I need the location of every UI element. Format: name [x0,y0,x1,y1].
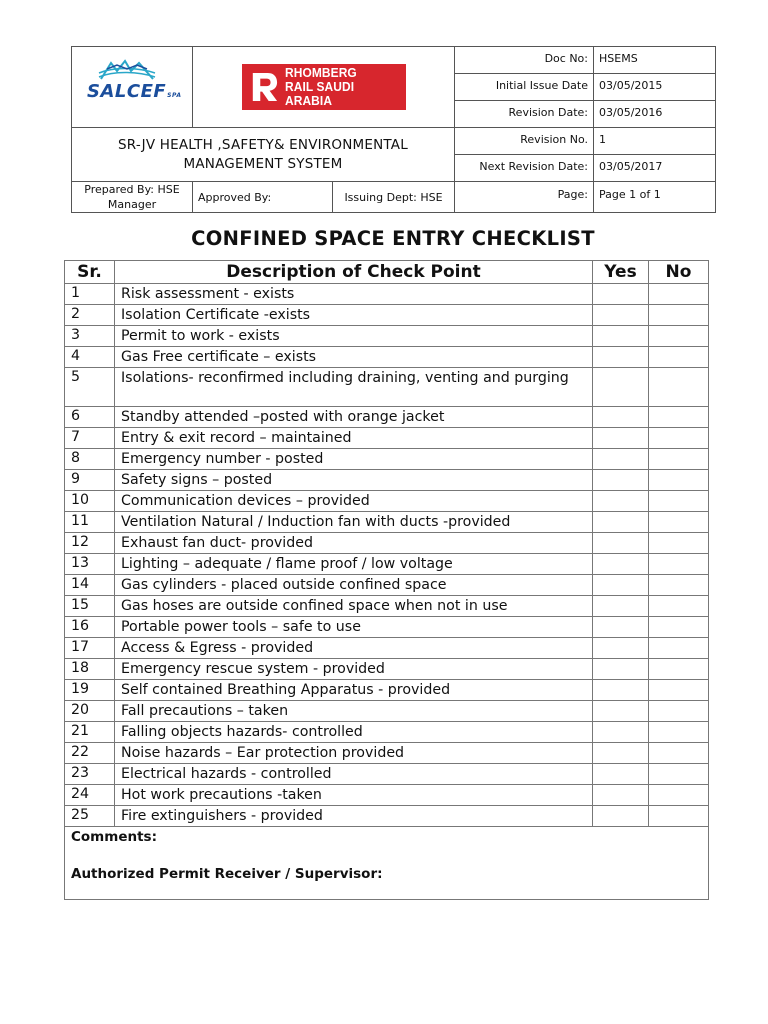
no-cell[interactable] [649,305,709,326]
next-revision-label: Next Revision Date: [455,155,594,182]
row-number: 24 [65,785,115,806]
permit-receiver-label: Authorized Permit Receiver / Supervisor: [71,866,383,882]
footer-cell [65,827,709,900]
row-number: 16 [65,617,115,638]
yes-cell[interactable] [593,659,649,680]
no-cell[interactable] [649,617,709,638]
approved-by: Approved By: [193,182,333,213]
page-title: CONFINED SPACE ENTRY CHECKLIST [191,227,595,250]
check-point-description: Gas cylinders - placed outside confined space [115,575,593,596]
comments-label: Comments: [71,829,157,845]
yes-cell[interactable] [593,617,649,638]
table-row [65,305,709,326]
system-title: SR-JV HEALTH ,SAFETY& ENVIRONMENTAL MANAGEMENT SYSTEM [72,128,455,182]
yes-cell[interactable] [593,596,649,617]
rhomberg-line2: RAIL SAUDI ARABIA [284,79,354,108]
no-cell[interactable] [649,596,709,617]
row-number: 4 [65,347,115,368]
yes-cell[interactable] [593,722,649,743]
row-number: 10 [65,491,115,512]
row-number: 23 [65,764,115,785]
rhomberg-logo-cell [193,47,455,128]
doc-no-label: Doc No: [455,47,594,74]
row-number: 12 [65,533,115,554]
table-row [65,284,709,305]
revision-no-label: Revision No. [455,128,594,155]
no-cell[interactable] [649,785,709,806]
no-cell[interactable] [649,428,709,449]
document-header [71,46,716,213]
salcef-logo [77,47,187,127]
page-label: Page: [455,182,594,213]
yes-cell[interactable] [593,785,649,806]
table-row [65,512,709,533]
rhomberg-logo [242,64,406,110]
no-cell[interactable] [649,491,709,512]
row-number: 11 [65,512,115,533]
no-cell[interactable] [649,722,709,743]
no-cell[interactable] [649,284,709,305]
check-point-description: Safety signs – posted [115,470,593,491]
table-row [65,407,709,428]
salcef-wave-icon [97,59,157,81]
check-point-description: Gas hoses are outside confined space when not in use [115,596,593,617]
row-number: 18 [65,659,115,680]
table-row [65,326,709,347]
no-cell[interactable] [649,407,709,428]
check-point-description: Portable power tools – safe to use [115,617,593,638]
yes-cell[interactable] [593,347,649,368]
check-point-description: Permit to work - exists [115,326,593,347]
yes-cell[interactable] [593,764,649,785]
no-cell[interactable] [649,638,709,659]
yes-cell[interactable] [593,680,649,701]
row-number: 17 [65,638,115,659]
no-cell[interactable] [649,368,709,407]
table-row [65,533,709,554]
yes-cell[interactable] [593,326,649,347]
table-row [65,470,709,491]
table-row [65,428,709,449]
check-point-description: Access & Egress - provided [115,638,593,659]
no-cell[interactable] [649,554,709,575]
check-point-description: Gas Free certificate – exists [115,347,593,368]
row-number: 25 [65,806,115,827]
row-number: 5 [65,368,115,407]
rhomberg-line1: RHOMBERG [284,65,357,80]
table-row [65,743,709,764]
initial-issue-value: 03/05/2015 [594,74,716,101]
no-cell[interactable] [649,680,709,701]
table-row [65,617,709,638]
row-number: 2 [65,305,115,326]
yes-cell[interactable] [593,284,649,305]
col-header-description: Description of Check Point [115,261,593,284]
row-number: 15 [65,596,115,617]
check-point-description: Fire extinguishers - provided [115,806,593,827]
rhomberg-r-icon [250,70,278,104]
row-number: 19 [65,680,115,701]
revision-date-label: Revision Date: [455,101,594,128]
salcef-logo-cell [72,47,193,128]
table-row [65,680,709,701]
no-cell[interactable] [649,575,709,596]
check-point-description: Communication devices – provided [115,491,593,512]
check-point-description: Falling objects hazards- controlled [115,722,593,743]
next-revision-value: 03/05/2017 [594,155,716,182]
no-cell[interactable] [649,449,709,470]
check-point-description: Noise hazards – Ear protection provided [115,743,593,764]
check-point-description: Electrical hazards - controlled [115,764,593,785]
yes-cell[interactable] [593,638,649,659]
table-row [65,575,709,596]
no-cell[interactable] [649,533,709,554]
row-number: 9 [65,470,115,491]
revision-no-value: 1 [594,128,716,155]
check-point-description: Emergency rescue system - provided [115,659,593,680]
col-header-sr: Sr. [65,261,115,284]
no-cell[interactable] [649,470,709,491]
yes-cell[interactable] [593,554,649,575]
no-cell[interactable] [649,764,709,785]
table-row [65,368,709,407]
row-number: 1 [65,284,115,305]
check-point-description: Exhaust fan duct- provided [115,533,593,554]
yes-cell[interactable] [593,368,649,407]
no-cell[interactable] [649,326,709,347]
row-number: 6 [65,407,115,428]
yes-cell[interactable] [593,449,649,470]
check-point-description: Fall precautions – taken [115,701,593,722]
salcef-wordmark: SALCEFSPA [87,81,182,102]
check-point-description: Self contained Breathing Apparatus - provided [115,680,593,701]
check-point-description: Risk assessment - exists [115,284,593,305]
no-cell[interactable] [649,659,709,680]
yes-cell[interactable] [593,428,649,449]
col-header-yes: Yes [593,261,649,284]
check-point-description: Standby attended –posted with orange jacket [115,407,593,428]
row-number: 8 [65,449,115,470]
yes-cell[interactable] [593,491,649,512]
initial-issue-label: Initial Issue Date [455,74,594,101]
row-number: 7 [65,428,115,449]
prepared-by: Prepared By: HSE Manager [72,182,193,213]
table-row [65,491,709,512]
table-row [65,449,709,470]
table-row [65,554,709,575]
table-row [65,347,709,368]
row-number: 20 [65,701,115,722]
yes-cell[interactable] [593,407,649,428]
checklist-table [64,260,709,900]
col-header-no: No [649,261,709,284]
no-cell[interactable] [649,701,709,722]
issuing-dept: Issuing Dept: HSE [333,182,455,213]
table-row [65,659,709,680]
yes-cell[interactable] [593,743,649,764]
check-point-description: Emergency number - posted [115,449,593,470]
table-row [65,596,709,617]
check-point-description: Isolations- reconfirmed including draining, venting and purging [115,368,593,407]
no-cell[interactable] [649,806,709,827]
check-point-description: Isolation Certificate -exists [115,305,593,326]
yes-cell[interactable] [593,512,649,533]
yes-cell[interactable] [593,305,649,326]
yes-cell[interactable] [593,533,649,554]
yes-cell[interactable] [593,806,649,827]
row-number: 14 [65,575,115,596]
yes-cell[interactable] [593,470,649,491]
table-row [65,701,709,722]
yes-cell[interactable] [593,575,649,596]
row-number: 13 [65,554,115,575]
no-cell[interactable] [649,743,709,764]
revision-date-value: 03/05/2016 [594,101,716,128]
check-point-description: Entry & exit record – maintained [115,428,593,449]
row-number: 3 [65,326,115,347]
table-row [65,764,709,785]
row-number: 21 [65,722,115,743]
page-value: Page 1 of 1 [594,182,716,213]
row-number: 22 [65,743,115,764]
yes-cell[interactable] [593,701,649,722]
table-row [65,722,709,743]
table-row [65,638,709,659]
check-point-description: Lighting – adequate / flame proof / low voltage [115,554,593,575]
check-point-description: Ventilation Natural / Induction fan with ducts -provided [115,512,593,533]
no-cell[interactable] [649,512,709,533]
no-cell[interactable] [649,347,709,368]
check-point-description: Hot work precautions -taken [115,785,593,806]
table-row [65,785,709,806]
checklist-body [65,284,709,827]
table-row [65,806,709,827]
doc-no-value: HSEMS [594,47,716,74]
